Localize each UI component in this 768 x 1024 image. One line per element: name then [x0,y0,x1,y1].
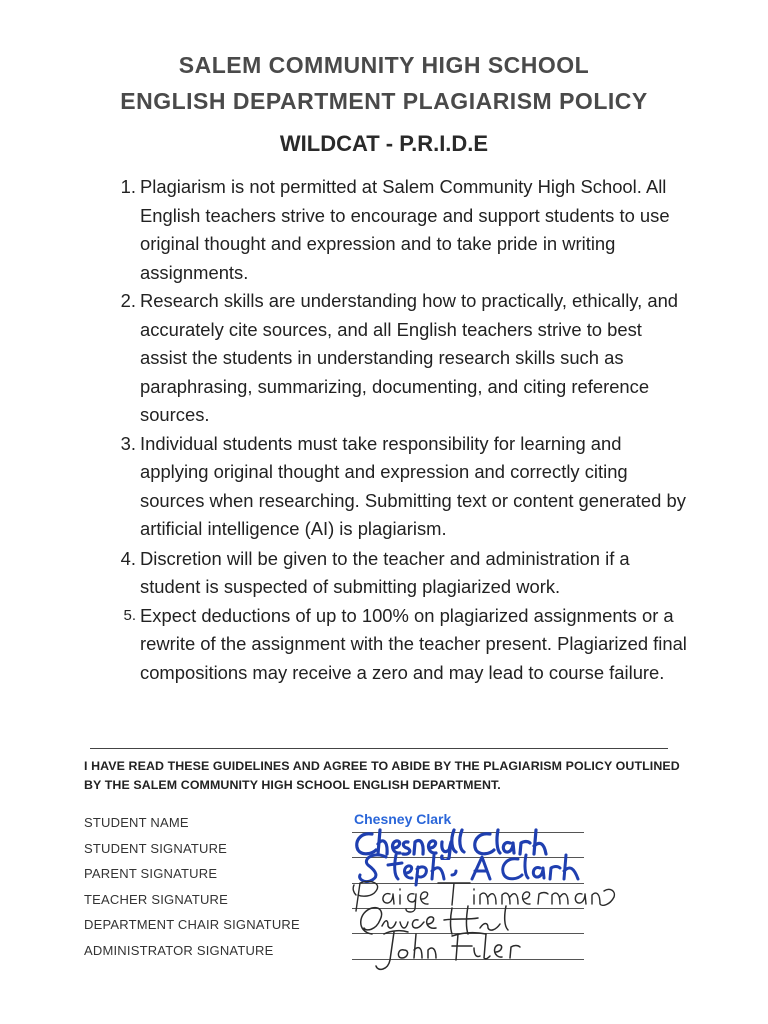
policy-rule [110,430,690,544]
policy-title: ENGLISH DEPARTMENT PLAGIARISM POLICY [120,88,648,114]
administrator-signature-image [368,926,538,974]
student-name-value: Chesney Clark [354,811,452,827]
rule-number: 3. [120,432,136,454]
motto-title: WILDCAT - P.R.I.D.E [279,131,489,156]
student-signature-label: STUDENT SIGNATURE [84,840,228,856]
rule-text: Discretion will be given to the teacher and administration if a student is suspected of submitting plagiarized work. [140,547,630,597]
administrator-signature-label: ADMINISTRATOR SIGNATURE [84,942,274,958]
rule-number: 1. [120,176,136,197]
parent-signature-label: PARENT SIGNATURE [84,866,218,882]
policy-rule [110,545,690,602]
section-divider [90,748,668,749]
policy-rule [110,602,690,688]
rule-number: 5. [123,606,136,624]
school-title: SALEM COMMUNITY HIGH SCHOOL [178,52,590,78]
signature-field-labels [84,813,300,967]
rule-number: 2. [120,290,136,311]
rule-text: Research skills are understanding how to practically, ethically, and accurately cite sources, and all English teachers strive to best assist the students in understanding research skills such as paraphrasing, summarizing, documenting, and citing reference sources. [140,290,679,425]
rule-text: Plagiarism is not permitted at Salem Community High School. All English teachers strive to encourage and support students to use original thought and expression and to take pride in writing assignments. [140,176,670,283]
teacher-signature-label: TEACHER SIGNATURE [84,891,229,907]
rule-number: 4. [120,547,136,569]
policy-rules-list [110,173,690,687]
department-chair-signature-label: DEPARTMENT CHAIR SIGNATURE [84,917,300,933]
rule-text: Individual students must take responsibility for learning and applying original thought and expression and correctly citing sources when researching. Submitting text or content generated by artificial intelligence (AI) is plagiarism. [140,432,686,539]
rule-text: Expect deductions of up to 100% on plagiarized assignments or a rewrite of the assignment with the teacher present. Plagiarized final compositions may receive a zero and may lead to course failure. [140,604,687,683]
student-name-label: STUDENT NAME [84,815,189,830]
agreement-statement: I HAVE READ THESE GUIDELINES AND AGREE TO ABIDE BY THE PLAGIARISM POLICY OUTLINED BY THE SALEM COMMUNITY HIGH SCHOOL ENGLISH DEPARTMENT. [84,759,680,792]
policy-rule [110,287,690,430]
policy-rule [110,173,690,287]
